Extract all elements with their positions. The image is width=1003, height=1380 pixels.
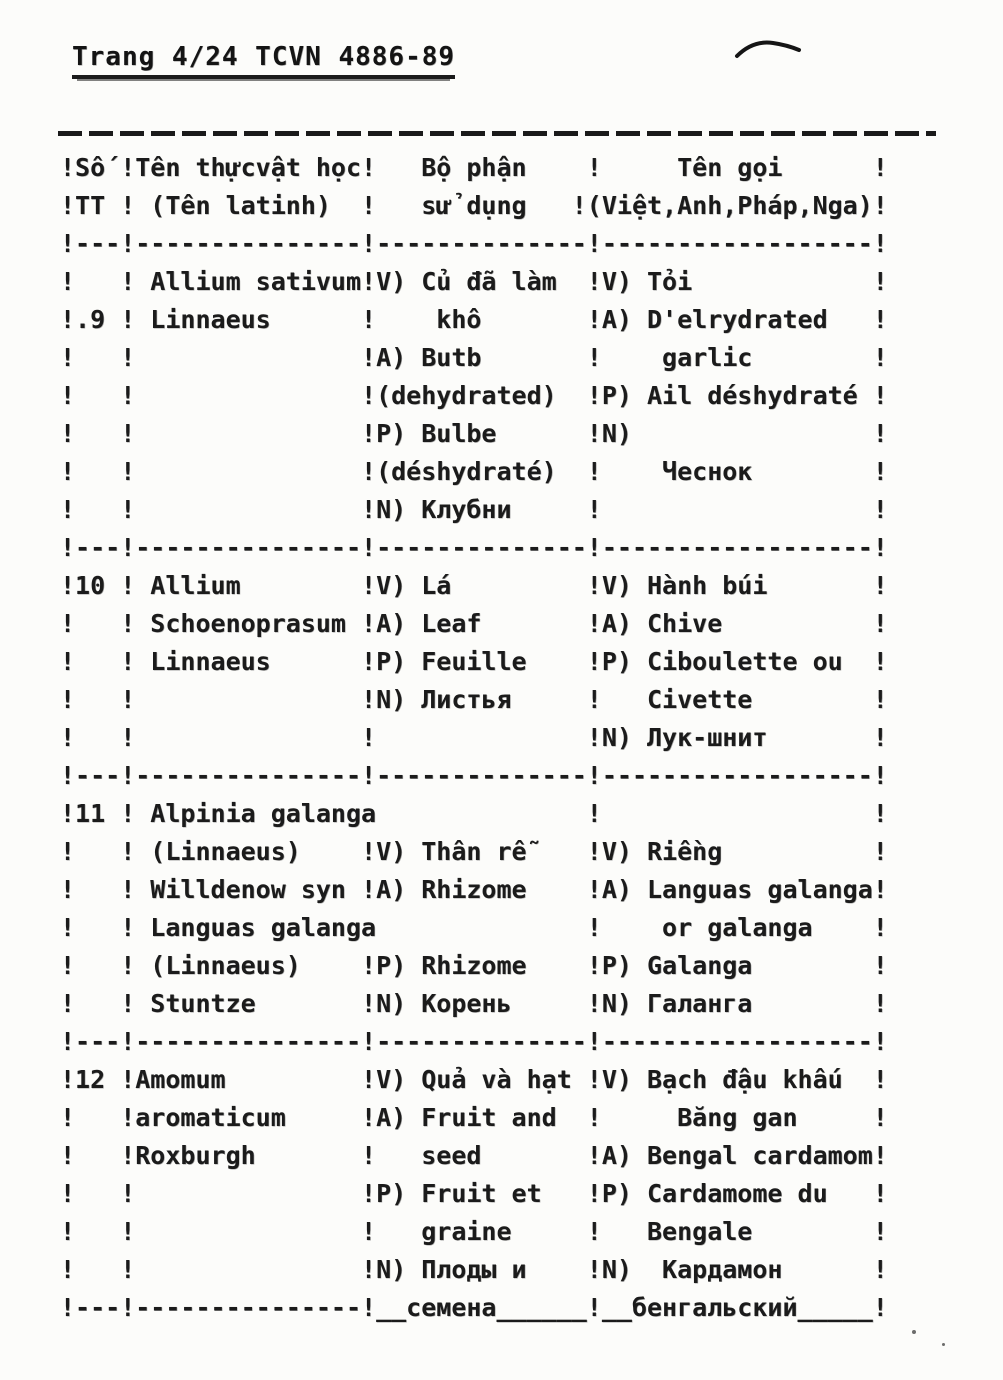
table-line: !.9 ! Linnaeus ! khô !A) D'elrydrated !: [60, 305, 888, 334]
table-line: ! ! Allium sativum!V) Củ đã làm !V) Tỏi !: [60, 267, 888, 296]
table-line: ! ! Languas galanga ! or galanga !: [60, 913, 888, 942]
table-line: ! !Roxburgh ! seed !A) Bengal cardamom!: [60, 1141, 888, 1170]
table-line: !12 !Amomum !V) Quả và hạt !V) Bạch đậu khấu !: [60, 1065, 888, 1094]
table-line: ! ! (Linnaeus) !V) Thân rễ !V) Riềng !: [60, 837, 888, 866]
table-line: ! ! ! graine ! Bengale !: [60, 1217, 888, 1246]
table-line: ! ! Stuntze !N) Корень !N) Галанга !: [60, 989, 888, 1018]
table-line: ! ! !N) Плоды и !N) Кардамон !: [60, 1255, 888, 1284]
page-header: Trang 4/24 TCVN 4886-89: [72, 42, 455, 79]
table-line: !---!---------------!--------------!------------------!: [60, 1027, 888, 1056]
table-line: ! ! !(dehydrated) !P) Ail déshydraté !: [60, 381, 888, 410]
table-line: !11 ! Alpinia galanga ! !: [60, 799, 888, 828]
table-line: !---!---------------!__семена______!__бенгальский_____!: [60, 1293, 888, 1322]
table-line: !10 ! Allium !V) Lá !V) Hành búi !: [60, 571, 888, 600]
table-line: !---!---------------!--------------!------------------!: [60, 533, 888, 562]
table-line: !TT ! (Tên latinh) ! sử dụng !(Việt,Anh,Pháp,Nga)!: [60, 191, 888, 220]
table-line: ! ! !N) Листья ! Civette !: [60, 685, 888, 714]
table-line: ! !aromaticum !A) Fruit and ! Băng gan !: [60, 1103, 888, 1132]
spice-nomenclature-table: [60, 149, 940, 1327]
table-line: ! ! Willdenow syn !A) Rhizome !A) Languas galanga!: [60, 875, 888, 904]
table-line: ! ! !A) Butb ! garlic !: [60, 343, 888, 372]
table-line: ! ! (Linnaeus) !P) Rhizome !P) Galanga !: [60, 951, 888, 980]
table-line: ! ! ! !N) Лук-шнит !: [60, 723, 888, 752]
table-line: !---!---------------!--------------!------------------!: [60, 761, 888, 790]
table-line: ! ! !(déshydraté) ! Чеснок !: [60, 457, 888, 486]
scan-speck: [912, 1330, 916, 1334]
table-line: !Số !Tên thựcvật học! Bộ phận ! Tên gọi !: [60, 153, 888, 182]
table-line: ! ! !N) Клубни ! !: [60, 495, 888, 524]
table-line: ! ! Schoenoprasum !A) Leaf !A) Chive !: [60, 609, 888, 638]
pen-mark-icon: [733, 38, 805, 66]
table-line: ! ! !P) Bulbe !N) !: [60, 419, 888, 448]
table-line: ! ! !P) Fruit et !P) Cardamome du !: [60, 1179, 888, 1208]
table-line: ! ! Linnaeus !P) Feuille !P) Ciboulette ou !: [60, 647, 888, 676]
table-top-rule: [58, 131, 936, 136]
scan-speck: [942, 1343, 945, 1346]
table-line: !---!---------------!--------------!------------------!: [60, 229, 888, 258]
